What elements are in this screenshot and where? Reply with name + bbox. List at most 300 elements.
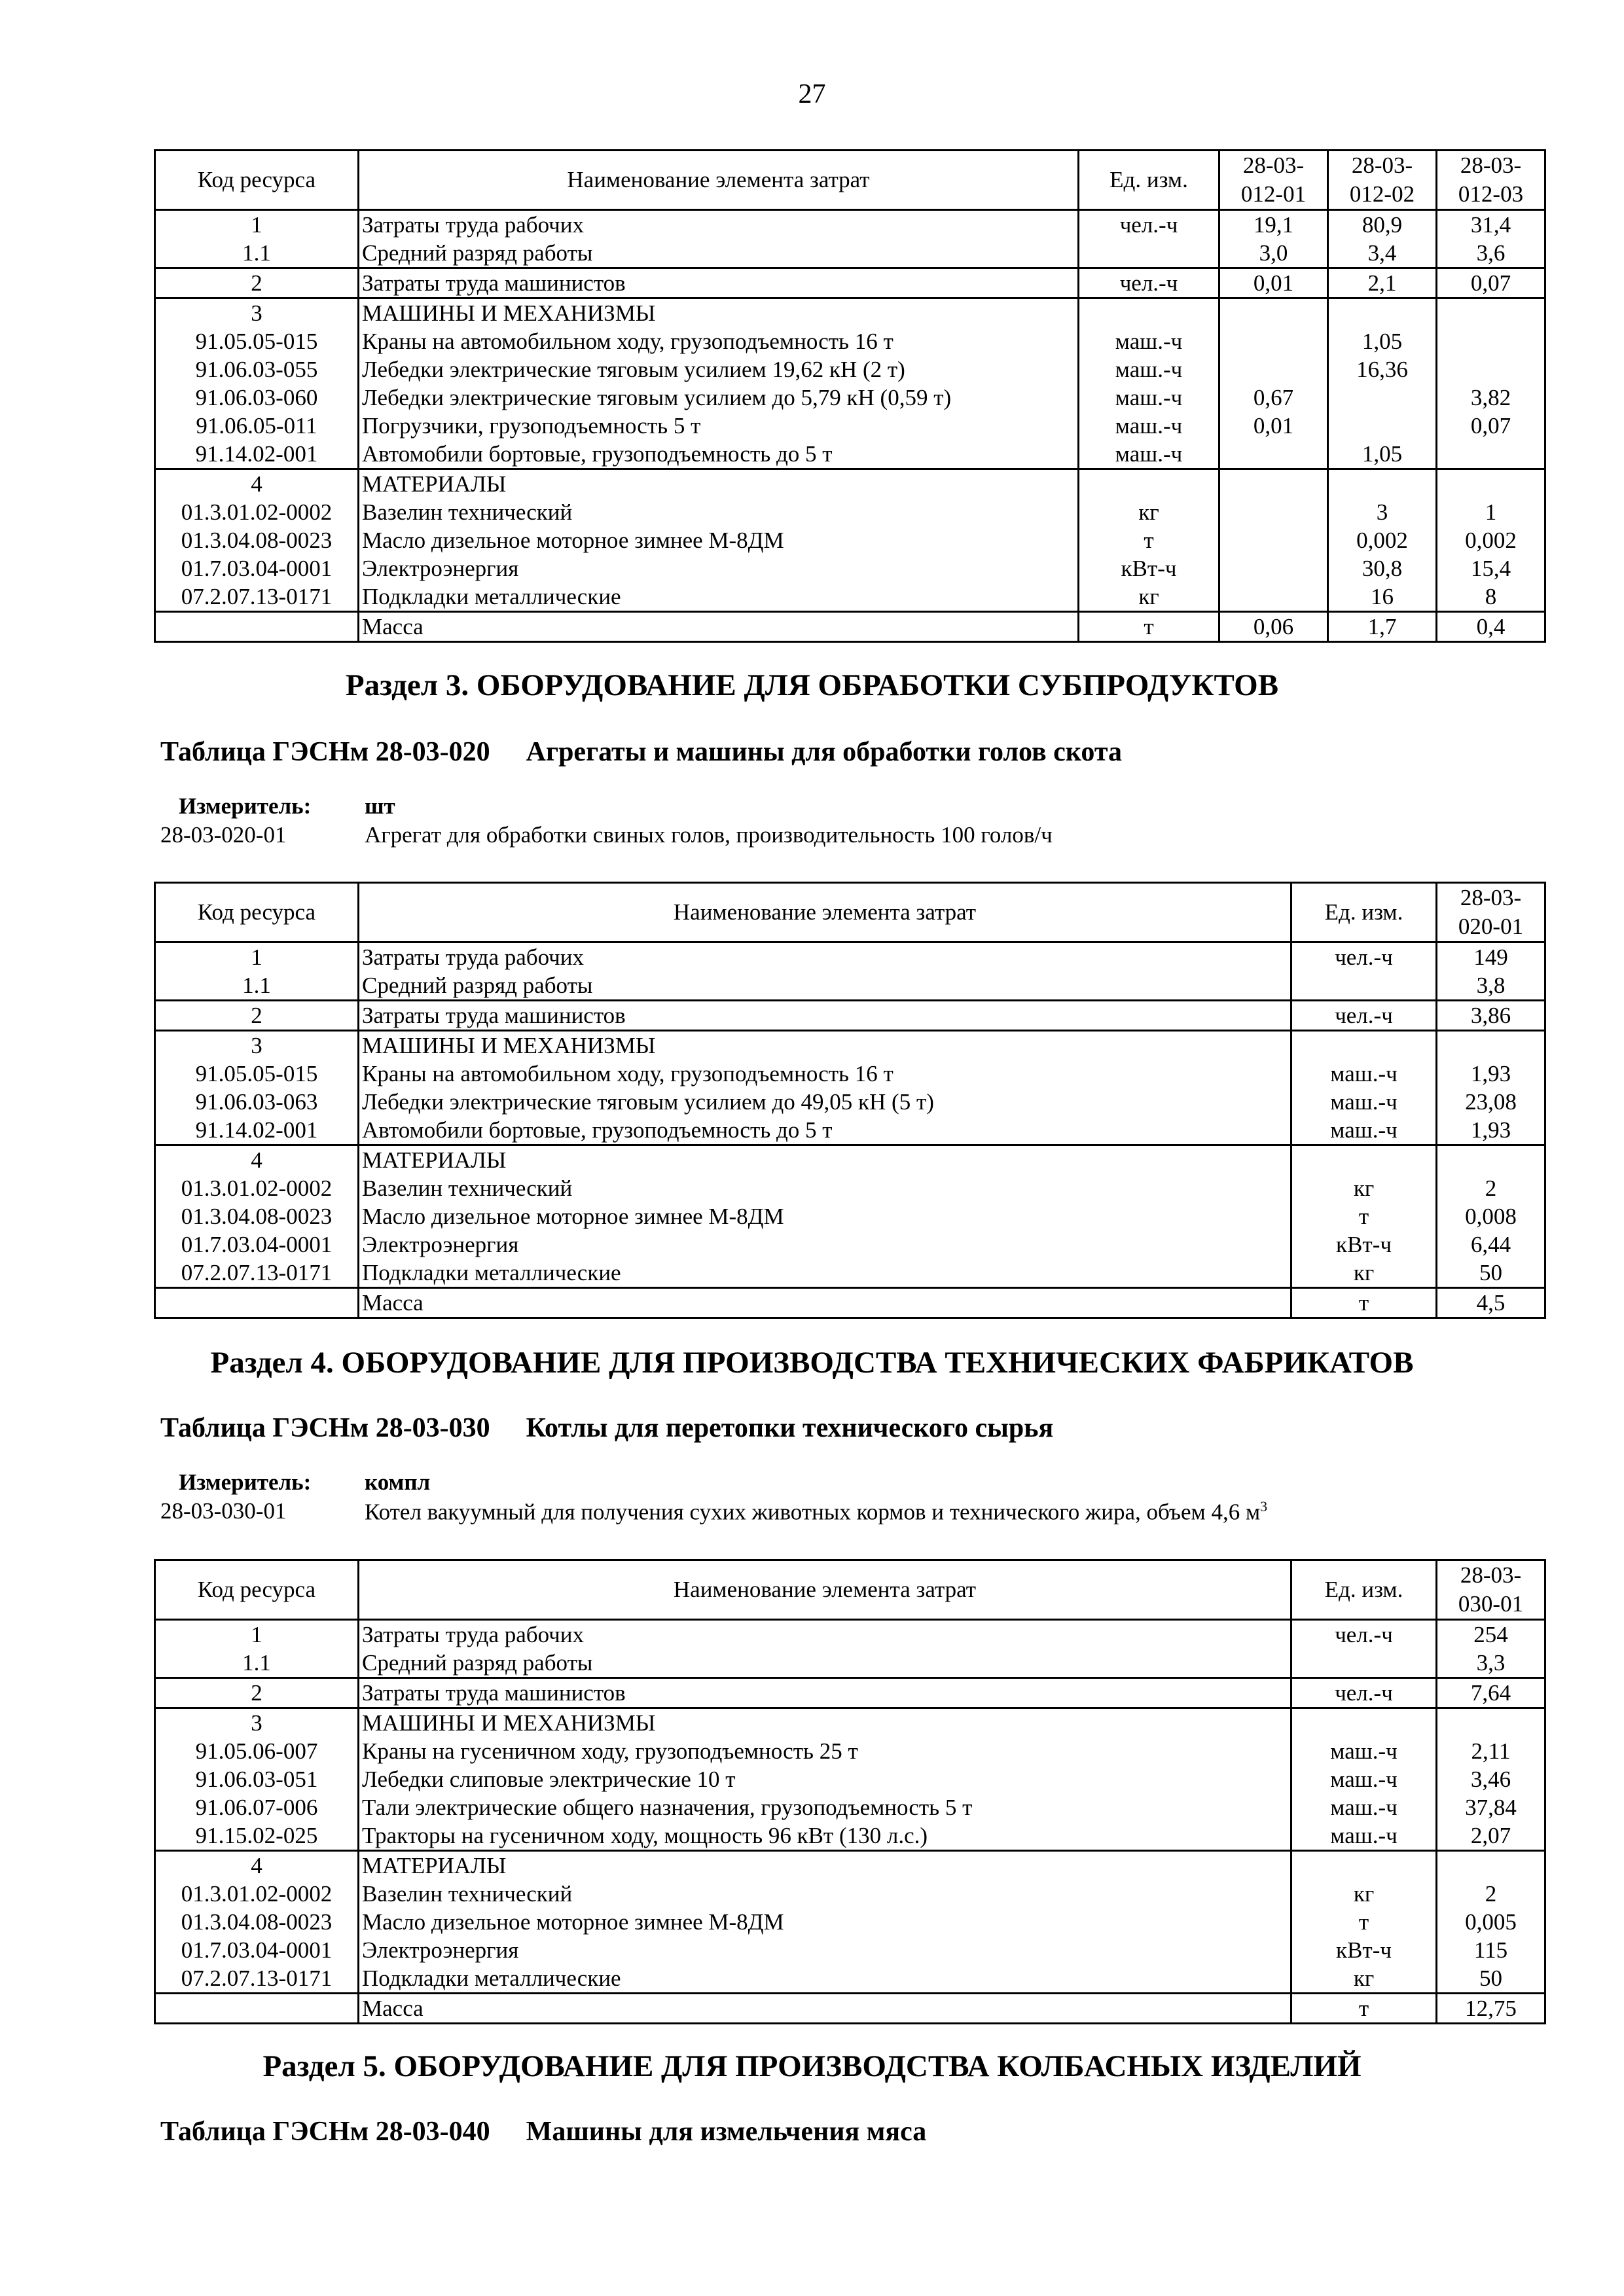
resource-code: 91.06.03-060 xyxy=(155,384,359,412)
table-row xyxy=(155,469,1545,499)
resource-code: 1.1 xyxy=(155,239,359,268)
resource-code: 01.7.03.04-0001 xyxy=(155,1936,359,1964)
row-group xyxy=(155,268,1545,298)
measure-unit: шт xyxy=(365,793,395,819)
norm-value xyxy=(1437,1145,1545,1175)
table-row xyxy=(155,1230,1545,1259)
resource-name: Затраты труда рабочих xyxy=(359,942,1291,972)
table-row xyxy=(155,1649,1545,1678)
table-row xyxy=(155,498,1545,526)
col-header-norm xyxy=(1328,151,1437,210)
resource-code: 01.3.01.02-0002 xyxy=(155,1880,359,1908)
norm-value: 1,05 xyxy=(1328,440,1437,469)
norm-value: 0,06 xyxy=(1219,612,1328,642)
table-row xyxy=(155,1031,1545,1060)
table-row xyxy=(155,1994,1545,2024)
resource-name: Средний разряд работы xyxy=(359,971,1291,1001)
resource-name: МАТЕРИАЛЫ xyxy=(359,469,1079,499)
col-header-code: Код ресурса xyxy=(155,151,359,210)
norm-value xyxy=(1219,526,1328,554)
resource-code: 1.1 xyxy=(155,971,359,1001)
resource-code: 01.3.04.08-0023 xyxy=(155,1908,359,1936)
table-row xyxy=(155,1678,1545,1708)
resource-unit: т xyxy=(1291,1908,1437,1936)
table-row xyxy=(155,1880,1545,1908)
row-group xyxy=(155,942,1545,1001)
norm-value xyxy=(1219,327,1328,355)
norm-value: 4,5 xyxy=(1437,1288,1545,1318)
resource-code: 91.05.06-007 xyxy=(155,1737,359,1765)
resource-code: 07.2.07.13-0171 xyxy=(155,583,359,612)
table-row xyxy=(155,239,1545,268)
norm-value xyxy=(1328,384,1437,412)
col-header-norm xyxy=(1219,151,1328,210)
resource-unit: чел.-ч xyxy=(1291,1001,1437,1031)
row-group xyxy=(155,1288,1545,1318)
resource-unit: кг xyxy=(1291,1259,1437,1288)
measure-unit: компл xyxy=(365,1469,431,1495)
table-row xyxy=(155,1060,1545,1088)
resource-code: 2 xyxy=(155,1678,359,1708)
norm-value: 16,36 xyxy=(1328,355,1437,384)
row-group xyxy=(155,1001,1545,1031)
norm-value: 30,8 xyxy=(1328,554,1437,583)
norm-value: 0,002 xyxy=(1437,526,1545,554)
resource-unit: т xyxy=(1291,1994,1437,2024)
table-title-28-03-020 xyxy=(160,736,1158,768)
resource-unit: чел.-ч xyxy=(1291,1678,1437,1708)
resource-unit: маш.-ч xyxy=(1291,1116,1437,1145)
row-group xyxy=(155,1708,1545,1851)
resource-table-28-03-030 xyxy=(154,1559,1546,2024)
col-header-norm xyxy=(1437,883,1545,942)
resource-code: 4 xyxy=(155,1851,359,1880)
resource-unit: маш.-ч xyxy=(1079,327,1219,355)
table-name: Машины для измельчения мяса xyxy=(526,2117,927,2147)
resource-code: 1.1 xyxy=(155,1649,359,1678)
norm-value xyxy=(1437,469,1545,499)
resource-name: Тали электрические общего назначения, грузоподъемность 5 т xyxy=(359,1793,1291,1821)
norm-value: 2,11 xyxy=(1437,1737,1545,1765)
table-row xyxy=(155,1620,1545,1649)
resource-code: 01.3.04.08-0023 xyxy=(155,526,359,554)
row-group xyxy=(155,1994,1545,2024)
norm-value: 0,005 xyxy=(1437,1908,1545,1936)
resource-name: Автомобили бортовые, грузоподъемность до 5 т xyxy=(359,1116,1291,1145)
table-row xyxy=(155,327,1545,355)
norm-value: 1,7 xyxy=(1328,612,1437,642)
resource-unit: кг xyxy=(1079,498,1219,526)
resource-name: Краны на автомобильном ходу, грузоподъемность 16 т xyxy=(359,327,1079,355)
resource-code: 2 xyxy=(155,1001,359,1031)
resource-name: Лебедки слиповые электрические 10 т xyxy=(359,1765,1291,1793)
resource-name: Вазелин технический xyxy=(359,1880,1291,1908)
resource-unit: кг xyxy=(1291,1880,1437,1908)
resource-unit: т xyxy=(1291,1288,1437,1318)
table-row xyxy=(155,1821,1545,1851)
table-row xyxy=(155,612,1545,642)
row-group xyxy=(155,1031,1545,1145)
resource-code: 3 xyxy=(155,298,359,328)
resource-name: Масло дизельное моторное зимнее М-8ДМ xyxy=(359,1908,1291,1936)
resource-name: Вазелин технический xyxy=(359,498,1079,526)
resource-unit: маш.-ч xyxy=(1291,1793,1437,1821)
resource-name: Затраты труда рабочих xyxy=(359,1620,1291,1649)
table-row xyxy=(155,440,1545,469)
resource-code xyxy=(155,1994,359,2024)
resource-code: 1 xyxy=(155,210,359,240)
norm-value: 19,1 xyxy=(1219,210,1328,240)
norm-value: 149 xyxy=(1437,942,1545,972)
norm-value xyxy=(1219,355,1328,384)
norm-value: 2 xyxy=(1437,1174,1545,1202)
norm-value: 50 xyxy=(1437,1964,1545,1994)
table-row xyxy=(155,1116,1545,1145)
norm-code-line1: 28-03- xyxy=(1460,885,1522,910)
resource-unit: кВт-ч xyxy=(1291,1230,1437,1259)
item-description: Котел вакуумный для получения сухих животных кормов и технического жира, объем 4,6 м xyxy=(365,1499,1261,1525)
measure-label: Измеритель: xyxy=(179,793,312,819)
table-row xyxy=(155,1964,1545,1994)
section-4-title: Раздел 4. ОБОРУДОВАНИЕ ДЛЯ ПРОИЗВОДСТВА ТЕХНИЧЕСКИХ ФАБРИКАТОВ xyxy=(210,1346,1414,1380)
col-header-code: Код ресурса xyxy=(155,1560,359,1620)
col-header-norm xyxy=(1437,1560,1545,1620)
resource-unit xyxy=(1291,1031,1437,1060)
resource-code: 91.06.03-063 xyxy=(155,1088,359,1116)
resource-name: Затраты труда рабочих xyxy=(359,210,1079,240)
resource-name: Затраты труда машинистов xyxy=(359,1001,1291,1031)
norm-value xyxy=(1437,1708,1545,1738)
resource-name: Масса xyxy=(359,1994,1291,2024)
resource-code: 91.14.02-001 xyxy=(155,1116,359,1145)
resource-name: Масса xyxy=(359,1288,1291,1318)
norm-value xyxy=(1437,1851,1545,1880)
table-code: Таблица ГЭСНм 28-03-030 xyxy=(160,1413,490,1443)
table-row xyxy=(155,526,1545,554)
norm-code-line1: 28-03- xyxy=(1460,1562,1522,1588)
norm-value: 12,75 xyxy=(1437,1994,1545,2024)
resource-code: 4 xyxy=(155,1145,359,1175)
resource-code: 07.2.07.13-0171 xyxy=(155,1259,359,1288)
resource-name: Погрузчики, грузоподъемность 5 т xyxy=(359,412,1079,440)
norm-value xyxy=(1219,583,1328,612)
table-row xyxy=(155,1793,1545,1821)
resource-unit: т xyxy=(1079,526,1219,554)
table-row xyxy=(155,583,1545,612)
norm-code-line1: 28-03- xyxy=(1242,152,1305,178)
table-row xyxy=(155,268,1545,298)
norm-value xyxy=(1219,440,1328,469)
resource-unit: кг xyxy=(1291,1964,1437,1994)
resource-unit xyxy=(1079,469,1219,499)
resource-code: 91.05.05-015 xyxy=(155,327,359,355)
norm-value: 2,1 xyxy=(1328,268,1437,298)
resource-unit xyxy=(1079,239,1219,268)
norm-value: 1,93 xyxy=(1437,1116,1545,1145)
norm-value: 23,08 xyxy=(1437,1088,1545,1116)
resource-unit: маш.-ч xyxy=(1291,1088,1437,1116)
resource-code: 91.06.07-006 xyxy=(155,1793,359,1821)
norm-code-line1: 28-03- xyxy=(1351,152,1413,178)
resource-name: МАШИНЫ И МЕХАНИЗМЫ xyxy=(359,1708,1291,1738)
resource-unit: кг xyxy=(1291,1174,1437,1202)
norm-value: 3,3 xyxy=(1437,1649,1545,1678)
resource-name: МАТЕРИАЛЫ xyxy=(359,1145,1291,1175)
norm-value: 254 xyxy=(1437,1620,1545,1649)
norm-value: 0,07 xyxy=(1437,268,1545,298)
resource-name: Краны на гусеничном ходу, грузоподъемность 25 т xyxy=(359,1737,1291,1765)
resource-name: Средний разряд работы xyxy=(359,239,1079,268)
norm-value: 0,002 xyxy=(1328,526,1437,554)
resource-name: Электроэнергия xyxy=(359,1230,1291,1259)
resource-unit: чел.-ч xyxy=(1291,942,1437,972)
norm-value: 3 xyxy=(1328,498,1437,526)
norm-code-line2: 030-01 xyxy=(1458,1591,1524,1617)
resource-name: Масло дизельное моторное зимнее М-8ДМ xyxy=(359,526,1079,554)
table-row xyxy=(155,1737,1545,1765)
resource-code: 01.3.01.02-0002 xyxy=(155,1174,359,1202)
item-description: Агрегат для обработки свиных голов, производительность 100 голов/ч xyxy=(365,822,1053,848)
norm-value xyxy=(1437,298,1545,328)
resource-name: МАТЕРИАЛЫ xyxy=(359,1851,1291,1880)
item-code: 28-03-030-01 xyxy=(160,1498,287,1524)
resource-code: 01.7.03.04-0001 xyxy=(155,1230,359,1259)
row-group xyxy=(155,1145,1545,1288)
table-row xyxy=(155,1851,1545,1880)
resource-code: 01.3.04.08-0023 xyxy=(155,1202,359,1230)
norm-value: 0,07 xyxy=(1437,412,1545,440)
table-row xyxy=(155,1202,1545,1230)
norm-value: 7,64 xyxy=(1437,1678,1545,1708)
norm-value: 3,4 xyxy=(1328,239,1437,268)
norm-value: 16 xyxy=(1328,583,1437,612)
table-row xyxy=(155,298,1545,328)
norm-value: 3,46 xyxy=(1437,1765,1545,1793)
resource-unit xyxy=(1079,298,1219,328)
item-description-superscript: 3 xyxy=(1260,1498,1268,1515)
resource-code: 3 xyxy=(155,1031,359,1060)
resource-unit: чел.-ч xyxy=(1079,210,1219,240)
resource-name: Подкладки металлические xyxy=(359,1964,1291,1994)
resource-name: МАШИНЫ И МЕХАНИЗМЫ xyxy=(359,298,1079,328)
resource-table-28-03-012 xyxy=(154,149,1546,643)
resource-name: Подкладки металлические xyxy=(359,1259,1291,1288)
norm-value: 2 xyxy=(1437,1880,1545,1908)
norm-value: 50 xyxy=(1437,1259,1545,1288)
resource-name: Подкладки металлические xyxy=(359,583,1079,612)
norm-value xyxy=(1219,469,1328,499)
row-group xyxy=(155,1620,1545,1678)
norm-value xyxy=(1219,554,1328,583)
norm-value: 0,01 xyxy=(1219,412,1328,440)
norm-code-line2: 012-02 xyxy=(1349,181,1415,207)
resource-unit: маш.-ч xyxy=(1291,1765,1437,1793)
resource-name: Автомобили бортовые, грузоподъемность до 5 т xyxy=(359,440,1079,469)
page-number: 27 xyxy=(798,79,826,109)
norm-value: 3,8 xyxy=(1437,971,1545,1001)
norm-value: 3,6 xyxy=(1437,239,1545,268)
resource-name: Лебедки электрические тяговым усилием 19,62 кН (2 т) xyxy=(359,355,1079,384)
norm-value: 31,4 xyxy=(1437,210,1545,240)
row-group xyxy=(155,469,1545,612)
norm-value xyxy=(1437,1031,1545,1060)
resource-unit xyxy=(1291,1851,1437,1880)
table-row xyxy=(155,1088,1545,1116)
resource-name: Краны на автомобильном ходу, грузоподъемность 16 т xyxy=(359,1060,1291,1088)
table-row xyxy=(155,942,1545,972)
resource-unit: чел.-ч xyxy=(1079,268,1219,298)
table-name: Котлы для перетопки технического сырья xyxy=(526,1413,1054,1443)
resource-code: 4 xyxy=(155,469,359,499)
resource-code: 2 xyxy=(155,268,359,298)
resource-code: 01.3.01.02-0002 xyxy=(155,498,359,526)
norm-value: 0,67 xyxy=(1219,384,1328,412)
resource-unit xyxy=(1291,1649,1437,1678)
table-row xyxy=(155,971,1545,1001)
norm-value: 1,05 xyxy=(1328,327,1437,355)
table-row xyxy=(155,1908,1545,1936)
row-group xyxy=(155,1678,1545,1708)
table-row xyxy=(155,210,1545,240)
resource-unit: маш.-ч xyxy=(1079,384,1219,412)
resource-code: 1 xyxy=(155,942,359,972)
norm-code-line2: 012-01 xyxy=(1240,181,1307,207)
row-group xyxy=(155,1851,1545,1994)
col-header-name: Наименование элемента затрат xyxy=(359,883,1291,942)
resource-unit: т xyxy=(1291,1202,1437,1230)
table-title-28-03-040 xyxy=(160,2116,962,2147)
resource-name: Лебедки электрические тяговым усилием до 5,79 кН (0,59 т) xyxy=(359,384,1079,412)
col-header-name: Наименование элемента затрат xyxy=(359,1560,1291,1620)
resource-code: 91.06.05-011 xyxy=(155,412,359,440)
resource-unit: маш.-ч xyxy=(1291,1737,1437,1765)
col-header-name: Наименование элемента затрат xyxy=(359,151,1079,210)
norm-value xyxy=(1437,327,1545,355)
resource-name: Тракторы на гусеничном ходу, мощность 96 кВт (130 л.с.) xyxy=(359,1821,1291,1851)
table-code: Таблица ГЭСНм 28-03-020 xyxy=(160,737,490,767)
item-description-wrap xyxy=(365,1498,1267,1526)
table-code: Таблица ГЭСНм 28-03-040 xyxy=(160,2117,490,2147)
table-name: Агрегаты и машины для обработки голов скота xyxy=(526,737,1123,767)
resource-unit: кг xyxy=(1079,583,1219,612)
norm-value: 2,07 xyxy=(1437,1821,1545,1851)
col-header-code: Код ресурса xyxy=(155,883,359,942)
table-title-28-03-030 xyxy=(160,1412,1089,1444)
col-header-unit: Ед. изм. xyxy=(1291,883,1437,942)
table-row xyxy=(155,1001,1545,1031)
table-row xyxy=(155,384,1545,412)
resource-unit: маш.-ч xyxy=(1079,440,1219,469)
table-row xyxy=(155,1259,1545,1288)
resource-table-28-03-020 xyxy=(154,882,1546,1319)
section-5-title: Раздел 5. ОБОРУДОВАНИЕ ДЛЯ ПРОИЗВОДСТВА КОЛБАСНЫХ ИЗДЕЛИЙ xyxy=(262,2049,1362,2083)
norm-value: 6,44 xyxy=(1437,1230,1545,1259)
resource-code: 91.15.02-025 xyxy=(155,1821,359,1851)
table-row xyxy=(155,1288,1545,1318)
norm-value xyxy=(1437,440,1545,469)
norm-value: 80,9 xyxy=(1328,210,1437,240)
row-group xyxy=(155,210,1545,268)
norm-value: 3,0 xyxy=(1219,239,1328,268)
norm-value: 37,84 xyxy=(1437,1793,1545,1821)
resource-unit: кВт-ч xyxy=(1291,1936,1437,1964)
col-header-unit: Ед. изм. xyxy=(1079,151,1219,210)
norm-value xyxy=(1219,298,1328,328)
row-group xyxy=(155,612,1545,642)
table-row xyxy=(155,1936,1545,1964)
resource-code: 1 xyxy=(155,1620,359,1649)
col-header-norm xyxy=(1437,151,1545,210)
resource-code: 91.14.02-001 xyxy=(155,440,359,469)
section-3-title: Раздел 3. ОБОРУДОВАНИЕ ДЛЯ ОБРАБОТКИ СУБПРОДУКТОВ xyxy=(345,668,1279,702)
resource-unit: кВт-ч xyxy=(1079,554,1219,583)
resource-unit: чел.-ч xyxy=(1291,1620,1437,1649)
norm-code-line1: 28-03- xyxy=(1460,152,1522,178)
table-row xyxy=(155,412,1545,440)
resource-code: 91.06.03-055 xyxy=(155,355,359,384)
resource-name: Средний разряд работы xyxy=(359,1649,1291,1678)
resource-code: 3 xyxy=(155,1708,359,1738)
norm-value: 1,93 xyxy=(1437,1060,1545,1088)
table-row xyxy=(155,355,1545,384)
norm-code-line2: 020-01 xyxy=(1458,914,1524,939)
resource-name: Затраты труда машинистов xyxy=(359,1678,1291,1708)
resource-unit xyxy=(1291,971,1437,1001)
norm-value: 3,86 xyxy=(1437,1001,1545,1031)
norm-value: 15,4 xyxy=(1437,554,1545,583)
item-code: 28-03-020-01 xyxy=(160,822,287,848)
norm-value: 115 xyxy=(1437,1936,1545,1964)
norm-value xyxy=(1328,298,1437,328)
norm-value: 3,82 xyxy=(1437,384,1545,412)
resource-name: Электроэнергия xyxy=(359,1936,1291,1964)
resource-name: Масса xyxy=(359,612,1079,642)
table-row xyxy=(155,1145,1545,1175)
norm-code-line2: 012-03 xyxy=(1458,181,1524,207)
resource-name: Затраты труда машинистов xyxy=(359,268,1079,298)
resource-unit: маш.-ч xyxy=(1291,1821,1437,1851)
resource-code xyxy=(155,1288,359,1318)
resource-name: Электроэнергия xyxy=(359,554,1079,583)
resource-name: Масло дизельное моторное зимнее М-8ДМ xyxy=(359,1202,1291,1230)
norm-value: 0,01 xyxy=(1219,268,1328,298)
resource-name: Лебедки электрические тяговым усилием до 49,05 кН (5 т) xyxy=(359,1088,1291,1116)
resource-code: 91.06.03-051 xyxy=(155,1765,359,1793)
norm-value xyxy=(1437,355,1545,384)
resource-code: 07.2.07.13-0171 xyxy=(155,1964,359,1994)
table-row xyxy=(155,1765,1545,1793)
resource-unit: маш.-ч xyxy=(1079,355,1219,384)
resource-code: 01.7.03.04-0001 xyxy=(155,554,359,583)
norm-value xyxy=(1328,412,1437,440)
resource-code: 91.05.05-015 xyxy=(155,1060,359,1088)
row-group xyxy=(155,298,1545,469)
resource-unit: маш.-ч xyxy=(1291,1060,1437,1088)
norm-value: 0,008 xyxy=(1437,1202,1545,1230)
table-row xyxy=(155,1708,1545,1738)
norm-value xyxy=(1219,498,1328,526)
norm-value: 8 xyxy=(1437,583,1545,612)
resource-unit xyxy=(1291,1145,1437,1175)
resource-name: Вазелин технический xyxy=(359,1174,1291,1202)
table-row xyxy=(155,1174,1545,1202)
resource-code xyxy=(155,612,359,642)
measure-label: Измеритель: xyxy=(179,1469,312,1495)
norm-value: 0,4 xyxy=(1437,612,1545,642)
resource-unit: т xyxy=(1079,612,1219,642)
col-header-unit: Ед. изм. xyxy=(1291,1560,1437,1620)
norm-value xyxy=(1328,469,1437,499)
